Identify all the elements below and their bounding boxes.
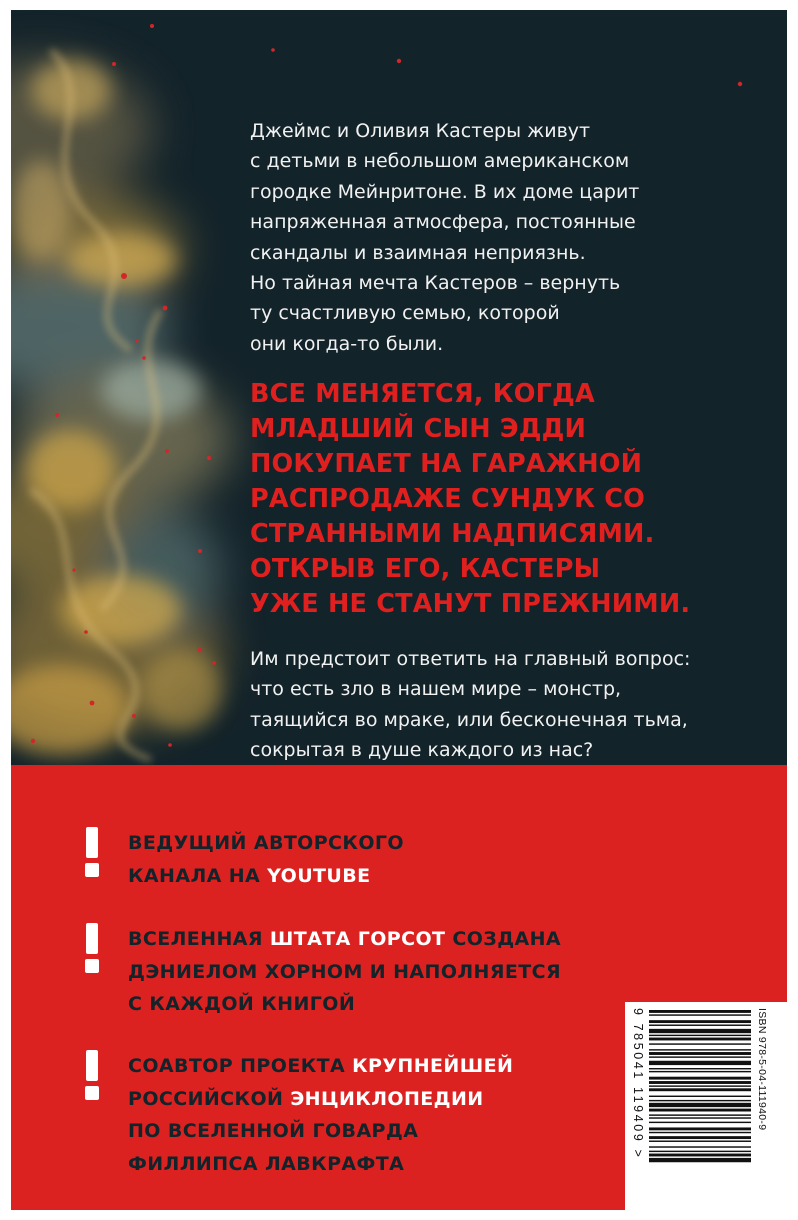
bullet-fragment: ВСЕЛЕННАЯ: [128, 928, 270, 950]
isbn-barcode: [625, 1002, 787, 1210]
barcode-bar: [649, 1035, 751, 1036]
barcode-bar: [649, 1103, 751, 1107]
barcode-bar: [649, 1136, 751, 1139]
blurb-line: городке Мейнритоне. В их доме царит: [250, 180, 640, 203]
question-line: таящийся во мраке, или бесконечная тьма,: [250, 708, 688, 731]
barcode-bar: [649, 1025, 751, 1026]
question-text: [250, 644, 780, 765]
bullet-fragment: КАНАЛА НА: [128, 864, 268, 887]
bullet-line: ПО ВСЕЛЕННОЙ ГОВАРДА: [128, 1120, 419, 1142]
bullet-text: [128, 827, 404, 892]
barcode-bar: [649, 1141, 751, 1142]
question-line: что есть зло в нашем мире – монстр,: [250, 678, 622, 701]
headline-line: ПОКУПАЕТ НА ГАРАЖНОЙ: [250, 449, 643, 479]
barcode-bar: [649, 1081, 751, 1084]
bullet-line: [128, 860, 404, 893]
barcode-bar: [649, 1146, 751, 1147]
bullet-highlight: YOUTUBE: [267, 864, 371, 887]
barcode-digits: 9 785041 119409 >: [631, 1008, 645, 1160]
bullet-text: [128, 923, 561, 1021]
headline-line: ВСЕ МЕНЯЕТСЯ, КОГДА: [250, 379, 595, 409]
bullet-line: С КАЖДОЙ КНИГОЙ: [128, 993, 356, 1015]
blurb-line: скандалы и взаимная неприязнь.: [250, 241, 586, 264]
blurb-line: ту счастливую семью, которой: [250, 302, 560, 325]
bullet-fragment: СОЗДАНА: [445, 928, 562, 950]
barcode-bar: [649, 1068, 751, 1069]
bullet-line: [128, 1083, 513, 1116]
blurb-text: [250, 116, 770, 359]
blurb-line: Но тайная мечта Кастеров – вернуть: [250, 272, 621, 295]
headline-line: СТРАННЫМИ НАДПИСЯМИ.: [250, 519, 655, 549]
bullet-fragment: СОАВТОР ПРОЕКТА: [128, 1055, 353, 1077]
barcode-bar: [649, 1077, 751, 1080]
bullet-line: [128, 923, 561, 956]
headline-line: ОТКРЫВ ЕГО, КАСТЕРЫ: [250, 554, 601, 584]
barcode-bar: [649, 1158, 751, 1162]
barcode-bar: [649, 1085, 751, 1086]
barcode-bar: [649, 1132, 751, 1133]
blurb-line: напряженная атмосфера, постоянные: [250, 211, 636, 234]
barcode-bar: [649, 1109, 751, 1112]
bullet-line: [128, 1050, 513, 1083]
barcode-bar: [649, 1020, 751, 1023]
barcode-bar: [649, 1014, 751, 1015]
question-line: сокрытая в душе каждого из нас?: [250, 739, 594, 762]
barcode-bar: [649, 1154, 751, 1157]
barcode-bar: [649, 1096, 751, 1097]
bullet-line: ВЕДУЩИЙ АВТОРСКОГО: [128, 832, 404, 854]
blurb-line: они когда-то были.: [250, 332, 444, 355]
blurb-line: Джеймс и Оливия Кастеры живут: [250, 120, 591, 142]
bullet-text: [128, 1050, 513, 1180]
barcode-bar: [649, 1122, 751, 1123]
headline-line: УЖЕ НЕ СТАНУТ ПРЕЖНИМИ.: [250, 589, 691, 619]
barcode-bar: [649, 1088, 751, 1091]
barcode-bar: [649, 1010, 751, 1013]
barcode-bar: [649, 1056, 751, 1057]
dark-section: [11, 10, 787, 765]
bullet-highlight: КРУПНЕЙШЕЙ: [352, 1055, 514, 1077]
barcode-bar: [649, 1052, 751, 1055]
barcode-bar: [649, 1029, 751, 1033]
book-back-cover: [11, 10, 787, 1210]
bullet-line: ДЭНИЕЛОМ ХОРНОМ И НАПОЛНЯЕТСЯ: [128, 960, 562, 983]
blurb-line: с детьми в небольшом американском: [250, 150, 630, 173]
bullet-highlight: ШТАТА ГОРСОТ: [269, 928, 446, 950]
headline-text: [250, 377, 770, 622]
barcode-bar: [649, 1127, 751, 1130]
barcode-bar: [649, 1071, 751, 1072]
headline-line: МЛАДШИЙ СЫН ЭДДИ: [250, 414, 587, 444]
bullet-line: ФИЛЛИПСА ЛАВКРАФТА: [128, 1152, 405, 1175]
barcode-bar: [649, 1061, 751, 1065]
bullet-fragment: РОССИЙСКОЙ: [128, 1087, 291, 1110]
barcode-bar: [649, 1114, 751, 1115]
barcode-bar: [649, 1043, 751, 1044]
barcode-bar: [649, 1117, 751, 1118]
bullet-highlight: ЭНЦИКЛОПЕДИИ: [290, 1087, 484, 1110]
barcode-bar: [649, 1049, 751, 1050]
isbn-label: ISBN 978-5-04-111940-9: [756, 1008, 768, 1131]
barcode-bar: [649, 1038, 751, 1041]
barcode-bar: [649, 1100, 751, 1101]
question-line: Им предстоит ответить на главный вопрос:: [250, 648, 691, 670]
headline-line: РАСПРОДАЖЕ СУНДУК СО: [250, 484, 646, 514]
barcode-bar: [649, 1151, 751, 1152]
